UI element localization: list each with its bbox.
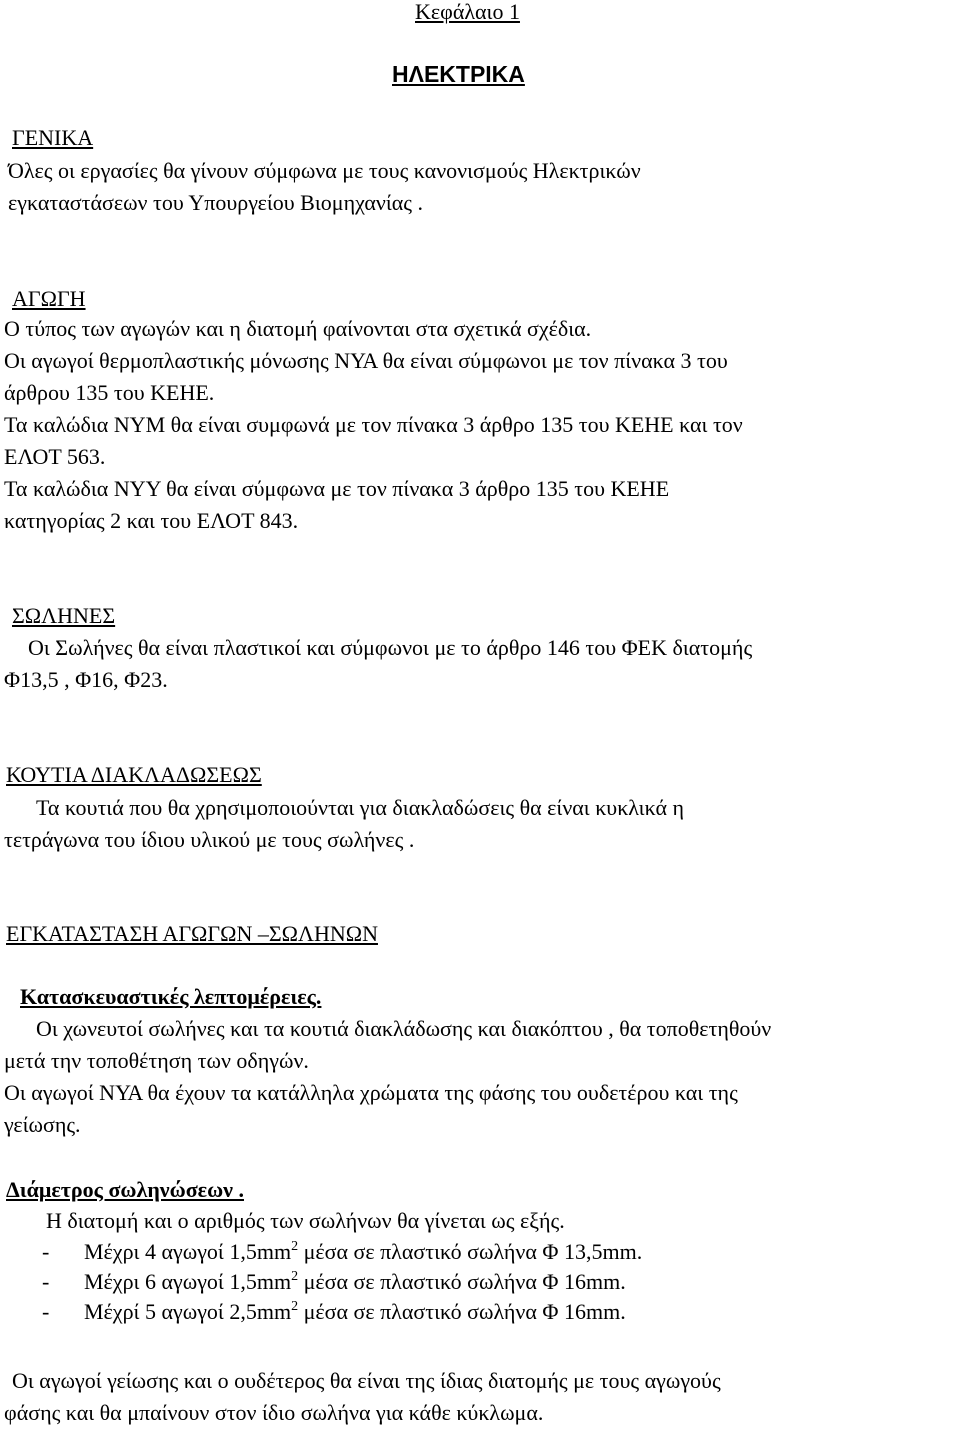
body-line: Φ13,5 , Φ16, Φ23. (4, 667, 168, 692)
list-item (38, 1297, 642, 1327)
section-body-installation (4, 1013, 771, 1141)
body-line: Τα κουτιά που θα χρησιμοποιούνται για διακλαδώσεις θα είναι κυκλικά η (36, 795, 685, 820)
closing-paragraph (4, 1365, 721, 1429)
diameter-list (38, 1237, 642, 1327)
subsection-heading-diameter: Διάμετρος σωληνώσεων . (6, 1177, 244, 1202)
list-dash: - (42, 1299, 50, 1324)
section-body-pipes (4, 632, 752, 696)
body-line: Όλες οι εργασίες θα γίνουν σύμφωνα με τους κανονισμούς Ηλεκτρικών (8, 158, 641, 183)
body-line: Ο τύπος των αγωγών και η διατομή φαίνονται στα σχετικά σχέδια. (4, 316, 592, 341)
list-item (38, 1237, 642, 1267)
body-line: Οι αγωγοί ΝΥΑ θα έχουν τα κατάλληλα χρώματα της φάσης του ουδετέρου και της (4, 1080, 738, 1105)
body-line: γείωσης. (4, 1112, 81, 1137)
section-heading-boxes: ΚΟΥΤΙΑ ΔΙΑΚΛΑΔΩΣΕΩΣ (6, 762, 262, 787)
superscript: 2 (291, 1299, 299, 1314)
section-body-boxes (4, 792, 684, 856)
list-item-text: μέσα σε πλαστικό σωλήνα Φ 13,5mm. (298, 1239, 643, 1264)
list-item-text: Μέχρι 6 αγωγοί 1,5mm (84, 1269, 292, 1294)
section-heading-installation: ΕΓΚΑΤΑΣΤΑΣΗ ΑΓΩΓΩΝ –ΣΩΛΗΝΩΝ (6, 921, 378, 946)
list-item (38, 1267, 642, 1297)
body-line: κατηγορίας 2 και του ΕΛΟΤ 843. (4, 508, 299, 533)
body-line: άρθρου 135 του ΚΕΗΕ. (4, 380, 215, 405)
diameter-intro: Η διατομή και ο αριθμός των σωλήνων θα γίνεται ως εξής. (46, 1208, 565, 1233)
list-item-text: μέσα σε πλαστικό σωλήνα Φ 16mm. (298, 1269, 626, 1294)
body-line: μετά την τοποθέτηση των οδηγών. (4, 1048, 309, 1073)
body-line: φάσης και θα μπαίνουν στον ίδιο σωλήνα για κάθε κύκλωμα. (4, 1400, 544, 1425)
section-heading-pipes: ΣΩΛΗΝΕΣ (12, 603, 116, 628)
chapter-label: Κεφάλαιο 1 (415, 0, 520, 24)
body-line: ΕΛΟΤ 563. (4, 444, 106, 469)
section-body-conductor (4, 313, 743, 537)
document-title: ΗΛΕΚΤΡΙΚΑ (392, 61, 525, 87)
body-line: τετράγωνα του ίδιου υλικού με τους σωλήνες . (4, 827, 415, 852)
body-line: Τα καλώδια ΝΥΜ θα είναι συμφωνά με τον πίνακα 3 άρθρο 135 του ΚΕΗΕ και τον (4, 412, 743, 437)
subsection-heading-construction: Κατασκευαστικές λεπτομέρειες. (20, 984, 322, 1009)
list-item-text: μέσα σε πλαστικό σωλήνα Φ 16mm. (298, 1299, 626, 1324)
list-dash: - (42, 1269, 50, 1294)
body-line: Οι αγωγοί θερμοπλαστικής μόνωσης ΝΥΑ θα είναι σύμφωνοι με τον πίνακα 3 του (4, 348, 728, 373)
list-item-text: Μέχρί 5 αγωγοί 2,5mm (84, 1299, 292, 1324)
list-dash: - (42, 1239, 50, 1264)
section-heading-general: ΓΕΝΙΚΑ (12, 125, 94, 150)
body-line: Τα καλώδια ΝΥΥ θα είναι σύμφωνα με τον πίνακα 3 άρθρο 135 του ΚΕΗΕ (4, 476, 670, 501)
body-line: Οι αγωγοί γείωσης και ο ουδέτερος θα είναι της ίδιας διατομής με τους αγωγούς (12, 1368, 721, 1393)
body-line: εγκαταστάσεων του Υπουργείου Βιομηχανίας . (8, 190, 423, 215)
body-line: Οι χωνευτοί σωλήνες και τα κουτιά διακλάδωσης και διακόπτου , θα τοποθετηθούν (36, 1016, 772, 1041)
section-heading-conductor: ΑΓΩΓΗ (12, 286, 86, 311)
section-body-general (8, 155, 641, 219)
superscript: 2 (291, 1269, 299, 1284)
body-line: Οι Σωλήνες θα είναι πλαστικοί και σύμφωνοι με το άρθρο 146 του ΦΕΚ διατομής (28, 635, 753, 660)
superscript: 2 (291, 1239, 299, 1254)
list-item-text: Μέχρι 4 αγωγοί 1,5mm (84, 1239, 292, 1264)
